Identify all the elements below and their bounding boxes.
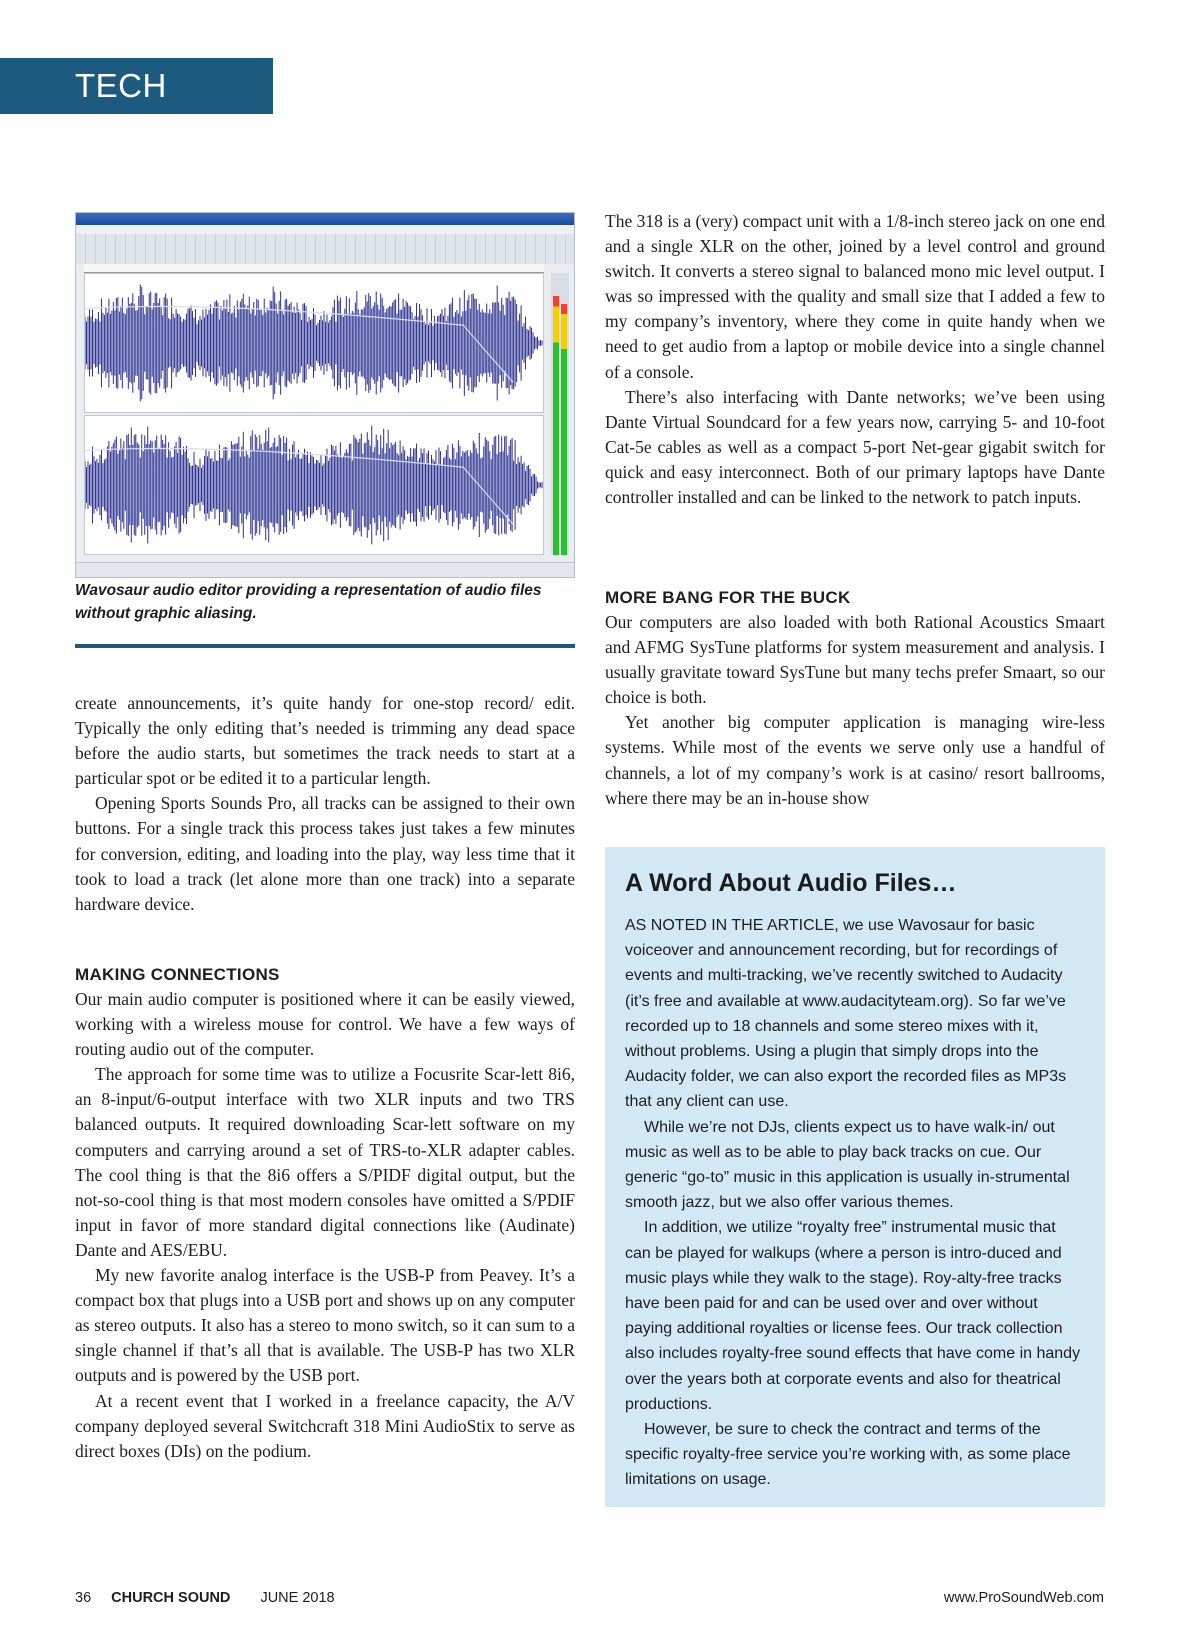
sidebar-paragraph: While we’re not DJs, clients expect us to have walk-in/ out music as well as to be able to play back tracks on cue. Our generic “go-to” music in this application is usually in-strumental smooth jazz, but we also offer various themes. xyxy=(625,1118,1070,1212)
section-heading-making-connections: MAKING CONNECTIONS xyxy=(75,965,280,984)
body-paragraph: Opening Sports Sounds Pro, all tracks can be assigned to their own buttons. For a single track this process takes just takes a few minutes for conversion, editing, and loading into the play, way less time that it took to load a track (let alone more than one track) into a separate hardware device. xyxy=(75,793,575,914)
footer-left xyxy=(75,1590,335,1606)
wavosaur-screenshot xyxy=(75,212,575,578)
waveform-path xyxy=(85,426,542,545)
level-meter-bar-right xyxy=(561,304,567,555)
app-title-bar xyxy=(76,213,574,225)
body-paragraph: My new favorite analog interface is the USB-P from Peavey. It’s a compact box that plugs into a USB port and shows up on any computer as stereo outputs. It also has a stereo to mono switch, so it can sum to a single channel if that’s all that is available. The USB-P has two XLR outputs and is powered by the USB port. xyxy=(75,1265,575,1386)
level-meter xyxy=(551,273,569,555)
sidebar-box xyxy=(605,847,1105,1507)
figure-caption: Wavosaur audio editor providing a representation of audio files without graphic aliasing. xyxy=(75,582,542,622)
section-banner: TECH NOTES xyxy=(0,58,273,114)
right-column-top xyxy=(605,209,1105,510)
body-paragraph: At a recent event that I worked in a freelance capacity, the A/V company deployed several Switchcraft 318 Mini AudioStix to serve as direct boxes (DIs) on the podium. xyxy=(75,1390,575,1461)
sidebar-title: A Word About Audio Files… xyxy=(625,869,957,897)
waveform-left xyxy=(85,274,543,412)
sidebar-paragraph: AS NOTED IN THE ARTICLE, we use Wavosaur for basic voiceover and announcement recording, but for recordings of events and multi-tracking, we’ve recently switched to Audacity (it’s free and available at www.audacityteam.org). So far we’ve recorded up to 18 channels and some stereo mixes with it, without problems. Using a plugin that simply drops into the Audacity folder, we can also export the recorded files as MP3s that any client can use. xyxy=(625,917,1067,1111)
caption-divider xyxy=(75,644,575,648)
left-column-bottom xyxy=(75,962,575,1464)
waveform-right xyxy=(85,416,543,554)
body-paragraph: The 318 is a (very) compact unit with a 1/8-inch stereo jack on one end and a single XLR on the other, joined by a level control and ground switch. It converts a stereo signal to balanced mono mic level output. I was so impressed with the quality and small size that I added a few to my company’s inventory, where they come in quite handy when we need to get audio from a laptop or mobile device into a single channel of a console. xyxy=(605,211,1105,382)
footer-website: www.ProSoundWeb.com xyxy=(943,1590,1104,1606)
section-heading-more-bang: MORE BANG FOR THE BUCK xyxy=(605,588,851,607)
waveform-track-right xyxy=(84,415,544,555)
body-paragraph: Our computers are also loaded with both Rational Acoustics Smaart and AFMG SysTune platforms for system measurement and analysis. I usually gravitate toward SysTune but many techs prefer Smaart, so our choice is both. xyxy=(605,612,1105,708)
level-meter-bar-left xyxy=(553,296,559,555)
page-number: 36 xyxy=(75,1590,92,1606)
waveform-path xyxy=(85,284,542,401)
waveform-track-left xyxy=(84,273,544,413)
body-paragraph: create announcements, it’s quite handy for one-stop record/ edit. Typically the only editing that’s needed is trimming any dead space before the audio starts, but sometimes the track needs to start at a particular spot or be edited it to a particular length. xyxy=(75,693,575,789)
app-status-bar xyxy=(76,562,574,577)
timeline-ruler xyxy=(84,264,544,273)
app-toolbar xyxy=(76,234,574,264)
body-paragraph: Yet another big computer application is managing wire-less systems. While most of the events we serve only use a handful of channels, a lot of my company’s work is at casino/ resort ballrooms, where there may be an in-house show xyxy=(605,712,1105,808)
left-column-top xyxy=(75,691,575,917)
body-paragraph: There’s also interfacing with Dante networks; we’ve been using Dante Virtual Soundcard for a few years now, carrying 5- and 10-foot Cat-5e cables as well as a compact 5-port Net-gear gigabit switch for quick and easy interconnect. Both of our primary laptops have Dante controller installed and can be linked to the network to patch inputs. xyxy=(605,386,1105,508)
sidebar-paragraph: However, be sure to check the contract and terms of the specific royalty-free service you’re working with, as some place limitations on usage. xyxy=(625,1421,1071,1489)
magazine-name: CHURCH SOUND xyxy=(111,1590,231,1606)
issue-date: JUNE 2018 xyxy=(260,1590,335,1606)
body-paragraph: The approach for some time was to utilize a Focusrite Scar-lett 8i6, an 8-input/6-output interface with two XLR inputs and two TRS balanced outputs. It required downloading Scar-lett software on my computers and carrying around a set of TRS-to-XLR adapter cables. The cool thing is that the 8i6 offers a S/PIDF digital output, but the not-so-cool thing is that most modern consoles have omitted a S/PDIF input in favor of more standard digital connections like (Audinate) Dante and AES/EBU. xyxy=(75,1064,575,1260)
sidebar-paragraph: In addition, we utilize “royalty free” instrumental music that can be played for walkups (where a person is intro-duced and music plays while they walk to the stage). Roy-alty-free tracks have been paid for and can be used over and over without paying additional royalties or license fees. Our track collection also includes royalty-free sound effects that have come in handy over the years both at corporate events and also for theatrical productions. xyxy=(625,1219,1081,1413)
body-paragraph: Our main audio computer is positioned where it can be easily viewed, working with a wireless mouse for control. We have a few ways of routing audio out of the computer. xyxy=(75,989,575,1060)
right-column-bottom xyxy=(605,585,1105,811)
